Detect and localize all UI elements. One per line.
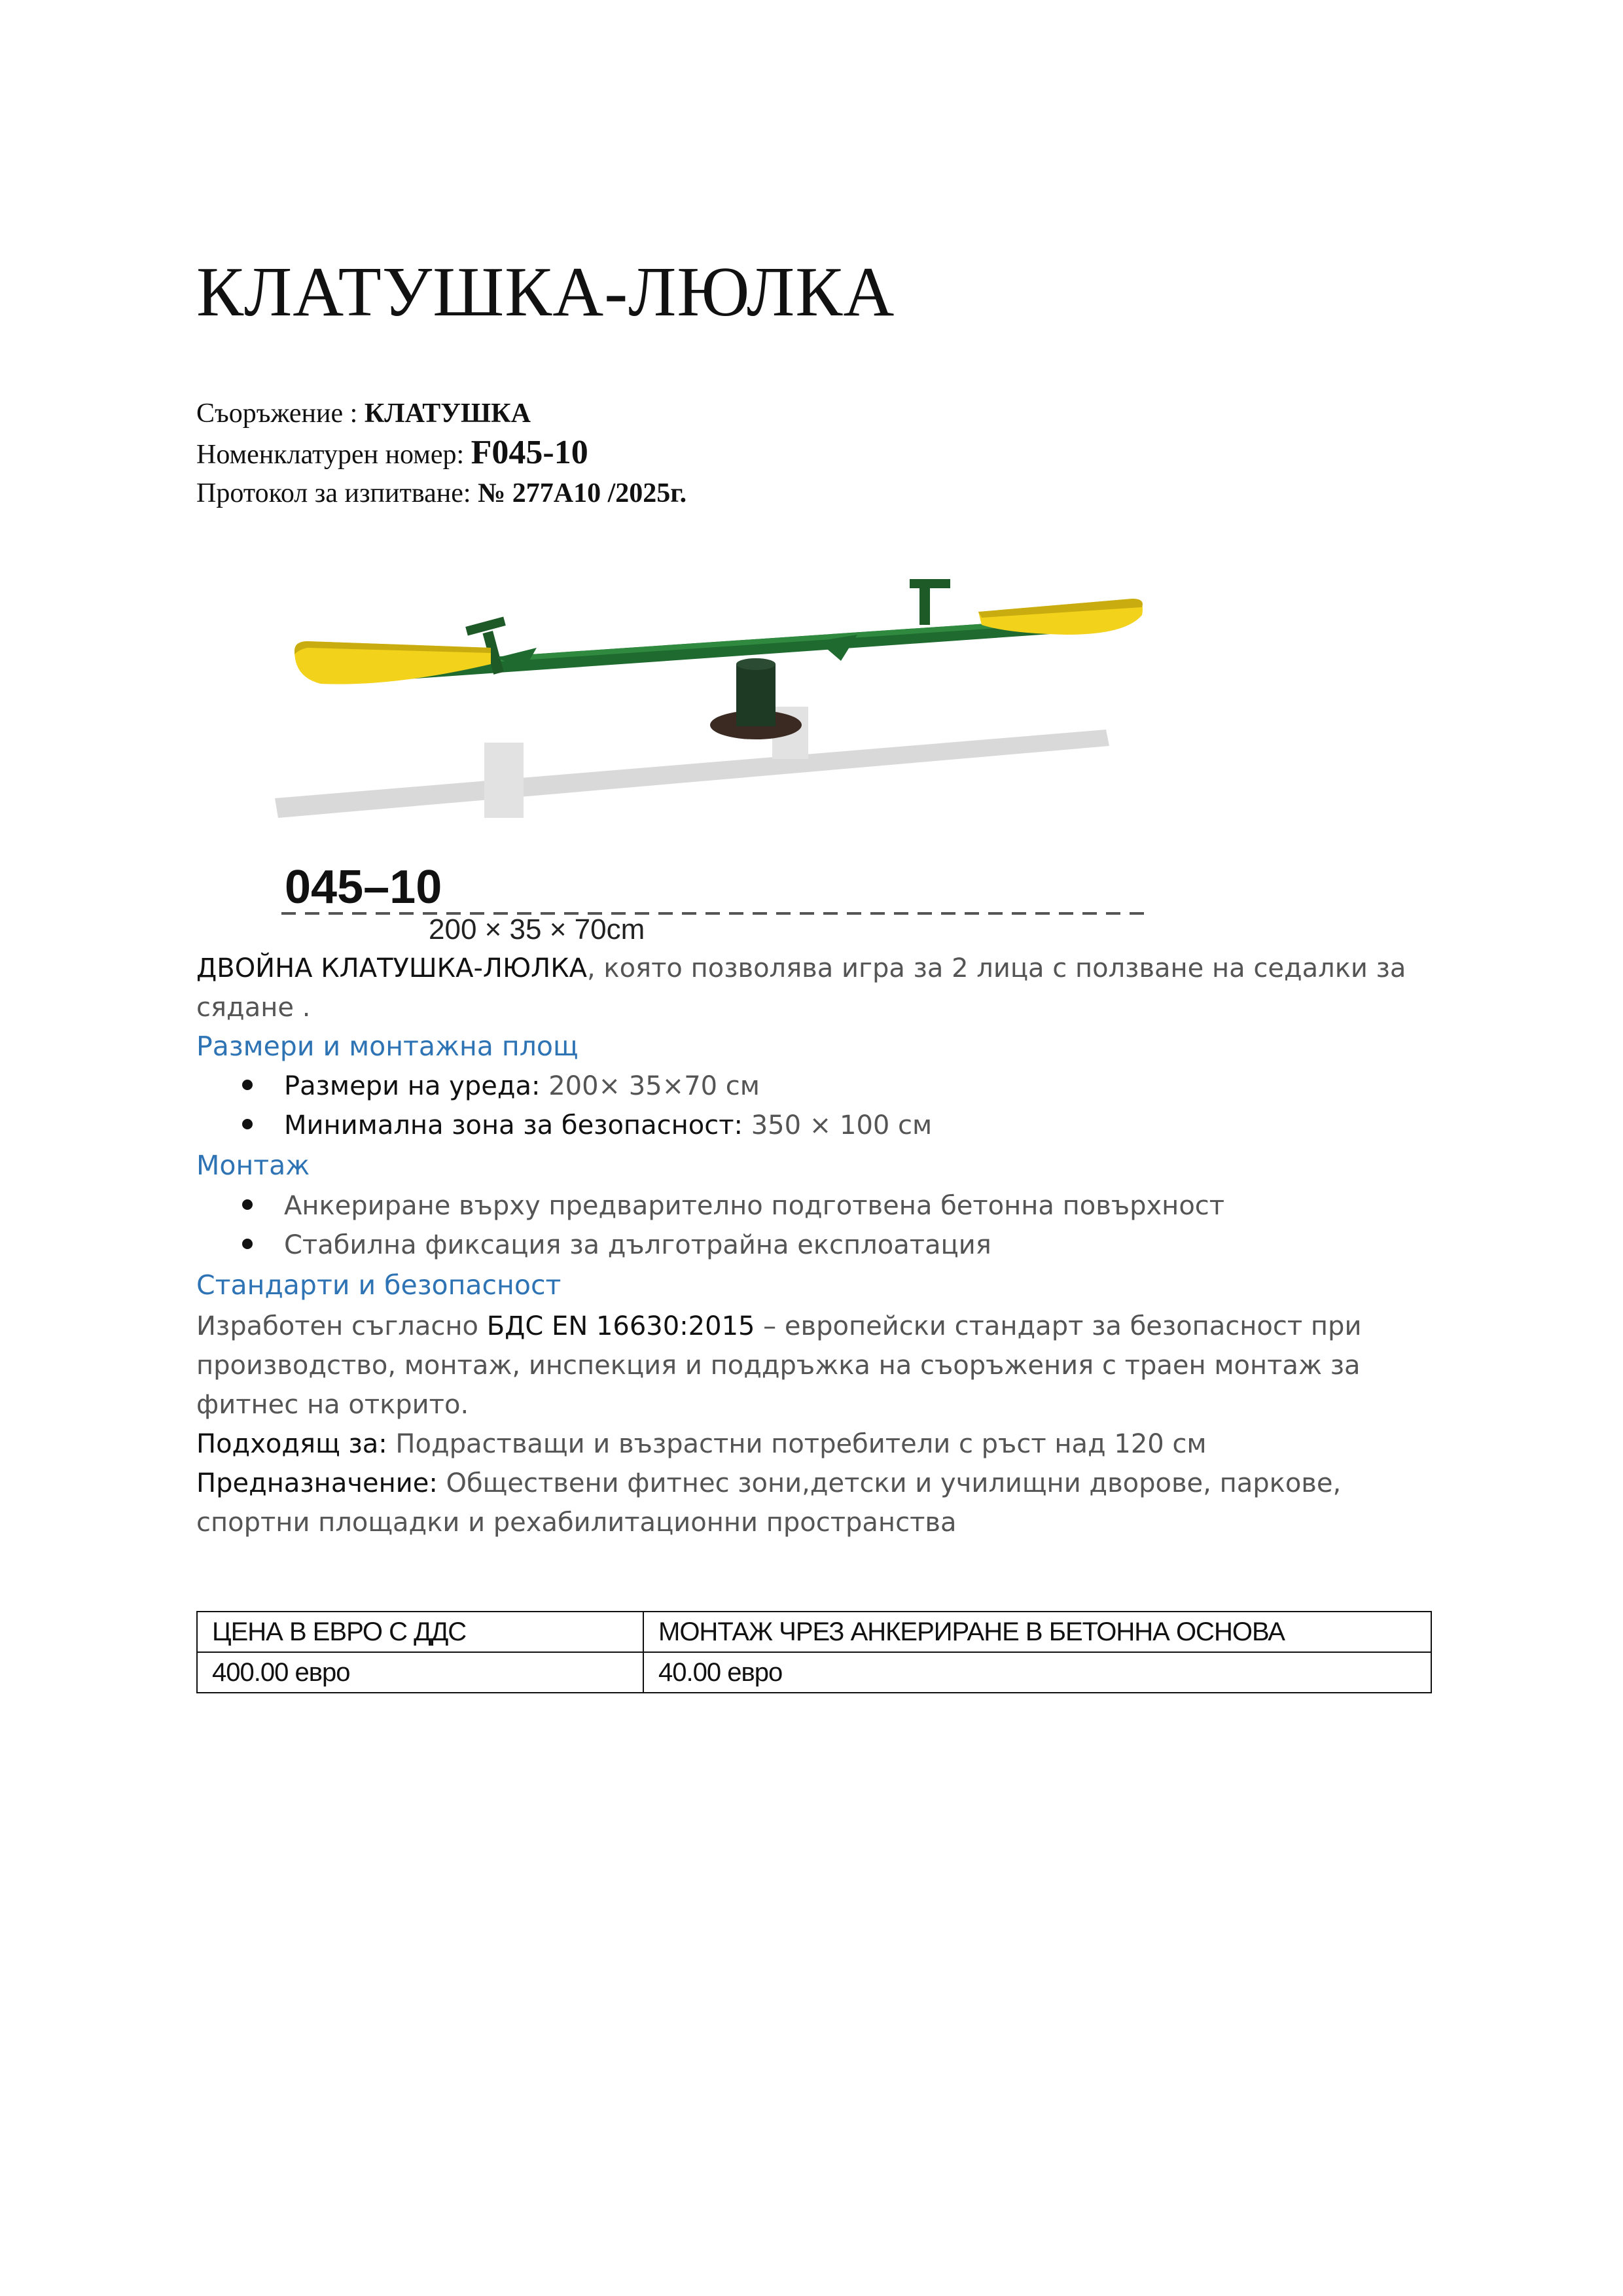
dimensions-item-label: Минимална зона за безопасност: — [284, 1110, 743, 1140]
bullet-icon — [242, 1119, 253, 1129]
bullet-icon — [242, 1239, 253, 1249]
intro-paragraph — [196, 949, 1440, 1027]
protocol-line — [196, 478, 687, 509]
table-cell: 40.00 евро — [643, 1652, 1431, 1693]
standards-code: БДС EN 16630:2015 — [486, 1311, 755, 1341]
facility-line — [196, 398, 531, 429]
purpose-line2: спортни площадки и рехабилитационни пространства — [196, 1508, 957, 1538]
purpose-label: Предназначение: — [196, 1468, 438, 1498]
figure-code: 045–10 — [285, 861, 442, 913]
seesaw-seat-right — [978, 599, 1143, 635]
table-header-row — [197, 1612, 1431, 1652]
bullet-icon — [242, 1199, 253, 1210]
intro-text-line2: сядане . — [196, 993, 311, 1023]
page-title: КЛАТУШКА-ЛЮЛКА — [196, 253, 895, 331]
standards-line2: производство, монтаж, инспекция и поддръжка на съоръжения с траен монтаж за — [196, 1351, 1361, 1381]
suitable-label: Подходящ за: — [196, 1429, 387, 1459]
facility-label: Съоръжение : — [196, 398, 365, 429]
seesaw-base — [710, 658, 802, 739]
nomenclature-value: F045-10 — [471, 434, 588, 471]
table-header-cell: ЦЕНА В ЕВРО С ДДС — [197, 1612, 643, 1652]
mounting-heading: Монтаж — [196, 1150, 310, 1181]
suitable-value: Подрастващи и възрастни потребители с ръст над 120 см — [387, 1429, 1207, 1459]
dimensions-heading: Размери и монтажна площ — [196, 1031, 579, 1062]
protocol-value: № 277А10 /2025г. — [478, 478, 687, 508]
table-row — [197, 1652, 1431, 1693]
bullet-icon — [242, 1080, 253, 1090]
dimensions-item — [242, 1110, 932, 1140]
standards-line3: фитнес на открито. — [196, 1390, 469, 1420]
mounting-item — [242, 1230, 991, 1260]
mounting-item-text: Стабилна фиксация за дълготрайна експлоатация — [284, 1230, 991, 1260]
facility-value: КЛАТУШКА — [364, 398, 531, 429]
intro-product-name: ДВОЙНА КЛАТУШКА-ЛЮЛКА — [196, 953, 587, 983]
mounting-item — [242, 1191, 1224, 1221]
price-table — [196, 1611, 1432, 1693]
figure-dimensions: 200 × 35 × 70cm — [429, 913, 645, 942]
dimensions-item-value: 200× 35×70 см — [540, 1071, 760, 1101]
seesaw-seat-left — [294, 641, 491, 684]
nomenclature-line — [196, 433, 588, 472]
dimensions-item-value: 350 × 100 см — [742, 1110, 933, 1140]
standards-pre: Изработен съгласно — [196, 1311, 487, 1341]
mounting-item-text: Анкериране върху предварително подготвена бетонна повърхност — [284, 1191, 1225, 1221]
intro-text-line1: , която позволява игра за 2 лица с ползване на седалки за — [586, 953, 1406, 983]
dimensions-item-label: Размери на уреда: — [284, 1071, 541, 1101]
standards-line1-rest: – европейски стандарт за безопасност при — [755, 1311, 1362, 1341]
table-header-cell: МОНТАЖ ЧРЕЗ АНКЕРИРАНЕ В БЕТОННА ОСНОВА — [643, 1612, 1431, 1652]
protocol-label: Протокол за изпитване: — [196, 478, 478, 508]
seesaw-shadow — [275, 707, 1109, 818]
standards-heading: Стандарти и безопасност — [196, 1269, 562, 1301]
dimensions-item — [242, 1071, 760, 1101]
nomenclature-label: Номенклатурен номер: — [196, 440, 471, 470]
table-cell: 400.00 евро — [197, 1652, 643, 1693]
standards-paragraph — [196, 1307, 1440, 1542]
purpose-line1: Обществени фитнес зони,детски и училищни дворове, паркове, — [437, 1468, 1342, 1498]
product-image — [196, 550, 1237, 942]
